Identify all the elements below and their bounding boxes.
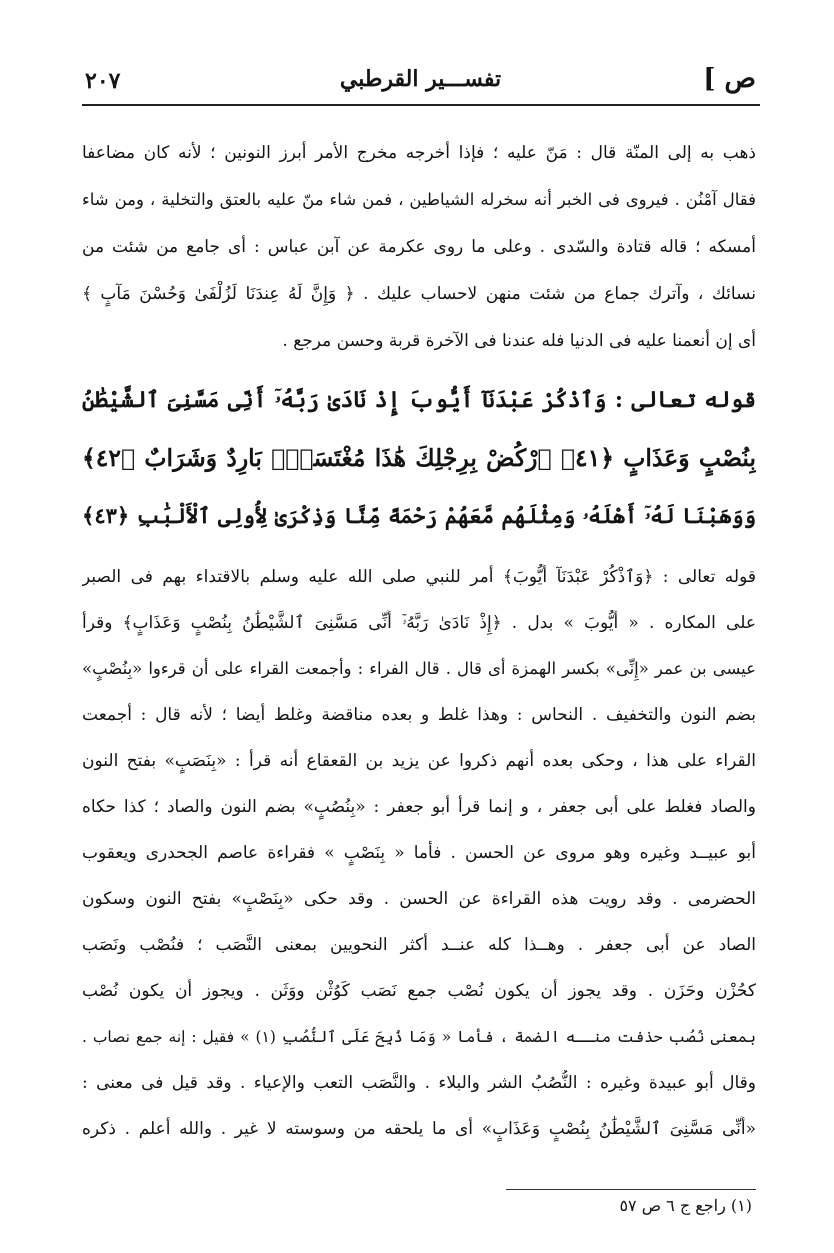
verse-line: بِنُصْبٍ وَعَذَابٍ ﴿٤١﴾ ٱرْكُضْ بِرِجْلِكَ هَٰذَا مُغْتَسَلٌۢ بَارِدٌ وَشَرَابٌ ﴿٤٢﴾ — [82, 444, 756, 472]
commentary-line: بمعنى نُصُب حذفت منــه الضمة ، فأما « وَمَا ذُبِحَ عَلَى ٱلنُّصُبِ (١) » فقيل : إنه جمع نصاب . — [82, 1028, 756, 1046]
commentary-line: كحُزْن وحَزَن . وقد يجوز أن يكون نُصْب جمع نَصَب كَوُثْن ووَثَن . ويجوز أن يكون نُصْب — [82, 981, 756, 1001]
page-header — [85, 62, 756, 102]
commentary-line: «أَنِّى مَسَّنِىَ ٱلشَّيْطَٰنُ بِنُصْبٍ وَعَذَابٍ» أى ما يلحقه من وسوسته لا غير . والله أعلم . ذكره — [82, 1119, 756, 1139]
verse-line: قوله تعالى : وَٱذْكُرْ عَبْدَنَآ أَيُّوبَ إِذْ نَادَىٰ رَبَّهُۥٓ أَنِّى مَسَّنِىَ ٱلشَّيْطَٰنُ — [82, 387, 756, 413]
body-line: ذهب به إلى المنّة قال : مَنّ عليه ؛ فإذا أخرجه مخرج الأمر أبرز النونين ؛ لأنه كان مضاعفا — [82, 143, 756, 163]
commentary-line: والصاد فغلط على أبى جعفر ، و إنما قرأ أبو جعفر : «بِنُصُبٍ» بضم النون والصاد ؛ كذا حكاه — [82, 797, 756, 817]
commentary-line: وقال أبو عبيدة وغيره : النُّصُبُ الشر والبلاء . والنَّصَب التعب والإعياء . وقد قيل فى معنى : — [82, 1073, 756, 1093]
commentary-line: القراء على هذا ، وحكى بعده أنهم ذكروا عن يزيد بن القعقاع أنه قرأ : «بِنَصَبٍ» بفتح النون — [82, 751, 756, 771]
body-line: أى إن أنعمنا عليه فى الدنيا فله عندنا فى الآخرة قربة وحسن مرجع . — [282, 331, 756, 351]
footnote-divider — [506, 1189, 756, 1190]
commentary-line: بضم النون والتخفيف . النحاس : وهذا غلط و بعده مناقضة وغلط أيضا ؛ لأنه قال : أجمعت — [82, 705, 756, 725]
commentary-line: قوله تعالى : ﴿وَٱذْكُرْ عَبْدَنَآ أَيُّوبَ﴾ أمر للنبي صلى الله عليه وسلم بالاقتداء بهم فى الصبر — [82, 567, 756, 587]
commentary-line: عيسى بن عمر «إِنِّى» بكسر الهمزة أى قال . قال الفراء : وأجمعت القراء على أن قرءوا «بِنُصْبٍ» — [82, 659, 756, 678]
page-number: ٢٠٧ — [85, 68, 121, 94]
commentary-line: أبو عبيــد وغيره وهو مروى عن الحسن . فأما « بِنَصْبٍ » فقراءة عاصم الجحدرى ويعقوب — [82, 843, 756, 863]
commentary-line: على المكاره . « أَيُّوبَ » بدل . ﴿إِذْ نَادَىٰ رَبَّهُۥٓ أَنِّى مَسَّنِىَ ٱلشَّيْطَٰنُ بِنُصْبٍ وَعَذَابٍ﴾ وقرأ — [82, 613, 756, 633]
commentary-line: الحضرمى . وقد رويت هذه القراءة عن الحسن . وقد حكى «بِنَصْبٍ» بفتح النون وسكون — [82, 889, 756, 909]
header-divider — [82, 104, 760, 106]
body-line: نسائك ، وآترك جماع من شئت منهن لاحساب عليك . ﴿ وَإِنَّ لَهُ عِندَنَا لَزُلْفَىٰ وَحُسْنَ مَآبٍ ﴾ — [82, 284, 756, 304]
surah-label: ص ] — [703, 64, 756, 94]
footnote: (١) راجع ج ٦ ص ٥٧ — [619, 1196, 752, 1215]
book-title: تفســـير القرطبي — [339, 66, 502, 92]
commentary-line: الصاد عن أبى جعفر . وهــذا كله عنــد أكثر النحويين بمعنى النَّصَب ؛ فنُصْب ونَصَب — [82, 935, 756, 955]
body-line: فقال آمْنُن . فيروى فى الخبر أنه سخرله الشياطين ، فمن شاء منّ عليه بالعتق والتخلية ، ومن شاء — [82, 190, 756, 209]
body-line: أمسكه ؛ قاله قتادة والسّدى . وعلى ما روى عكرمة عن آبن عباس : أى جامع من شئت من — [82, 237, 756, 257]
verse-line: وَوَهَبْنَا لَهُۥٓ أَهْلَهُۥ وَمِثْلَهُم مَّعَهُمْ رَحْمَةً مِّنَّا وَذِكْرَىٰ لِأُولِى ٱلْأَلْبَٰبِ ﴿٤٣﴾ — [82, 503, 756, 528]
